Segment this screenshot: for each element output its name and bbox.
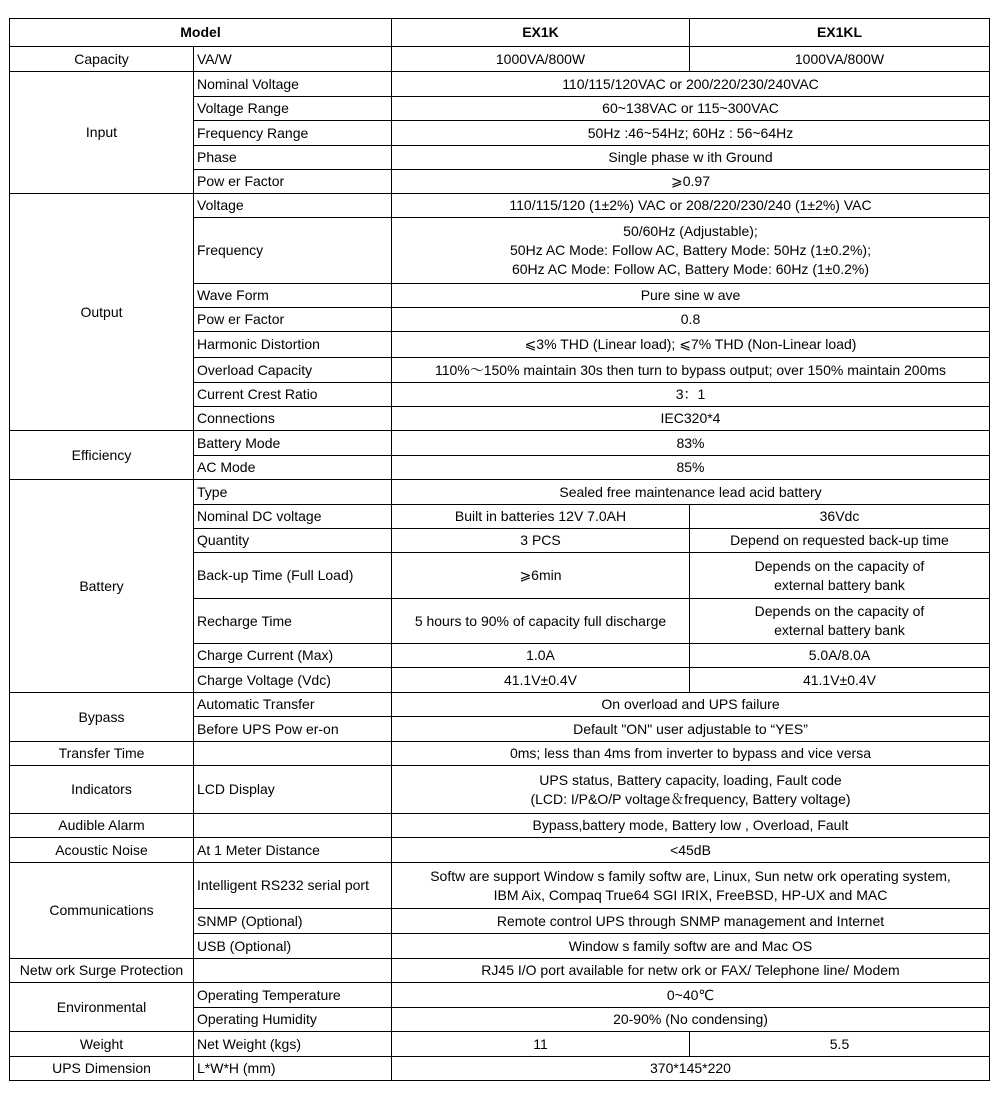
spec-value-ex1kl — [690, 599, 990, 644]
spec-value-ex1k: 3 PCS — [392, 529, 690, 553]
efficiency-section-label: Efficiency — [10, 431, 194, 480]
spec-value-ex1k: ⩾6min — [392, 553, 690, 599]
acoustic-noise-row — [10, 838, 990, 863]
value-line: external battery bank — [774, 622, 905, 638]
spec-value: 110%～150% maintain 30s then turn to bypass output; over 150% maintain 200ms — [392, 358, 990, 383]
acoustic-noise-section-label: Acoustic Noise — [10, 838, 194, 863]
dimension-section-label: UPS Dimension — [10, 1057, 194, 1081]
spec-value: Bypass,battery mode, Battery low , Overload, Fault — [392, 814, 990, 838]
spec-label: At 1 Meter Distance — [194, 838, 392, 863]
spec-label: Intelligent RS232 serial port — [194, 863, 392, 909]
network-surge-row — [10, 959, 990, 983]
spec-label: Recharge Time — [194, 599, 392, 644]
output-section-label: Output — [10, 194, 194, 431]
weight-row — [10, 1032, 990, 1057]
battery-section-label: Battery — [10, 480, 194, 693]
spec-label: Charge Voltage (Vdc) — [194, 668, 392, 693]
spec-label: Charge Current (Max) — [194, 644, 392, 668]
spec-value: ⩾0.97 — [392, 170, 990, 194]
spec-label: Nominal Voltage — [194, 72, 392, 97]
spec-value-multiline — [392, 218, 990, 284]
value-line: Softw are support Window s family softw are, Linux, Sun netw ork operating system, — [430, 867, 951, 884]
spec-value-ex1kl: 5.0A/8.0A — [690, 644, 990, 668]
spec-value: 0ms; less than 4ms from inverter to bypass and vice versa — [392, 742, 990, 766]
spec-label: Automatic Transfer — [194, 693, 392, 717]
weight-section-label: Weight — [10, 1032, 194, 1057]
value-line: UPS status, Battery capacity, loading, Fault code — [539, 771, 842, 788]
spec-value-ex1k: Built in batteries 12V 7.0AH — [392, 505, 690, 529]
spec-label: Battery Mode — [194, 431, 392, 456]
capacity-ex1k: 1000VA/800W — [392, 47, 690, 72]
bypass-row — [10, 693, 990, 717]
input-row — [10, 72, 990, 97]
spec-label: Overload Capacity — [194, 358, 392, 383]
value-line: external battery bank — [774, 576, 905, 593]
bypass-section-label: Bypass — [10, 693, 194, 742]
output-row — [10, 194, 990, 218]
spec-value-ex1k: 41.1V±0.4V — [392, 668, 690, 693]
spec-value-multiline — [392, 863, 990, 909]
spec-value: 0.8 — [392, 308, 990, 332]
capacity-ex1kl: 1000VA/800W — [690, 47, 990, 72]
environmental-row — [10, 983, 990, 1008]
spec-value: 3：1 — [392, 383, 990, 407]
spec-label: Net Weight (kgs) — [194, 1032, 392, 1057]
spec-label: Operating Temperature — [194, 983, 392, 1008]
spec-label: Before UPS Pow er-on — [194, 717, 392, 742]
spec-value-ex1kl — [690, 553, 990, 599]
spec-value: On overload and UPS failure — [392, 693, 990, 717]
value-line: Depends on the capacity of — [754, 557, 925, 574]
spec-value: Sealed free maintenance lead acid battery — [392, 480, 990, 505]
spec-value-ex1kl: 5.5 — [690, 1032, 990, 1057]
spec-value-ex1kl: 36Vdc — [690, 505, 990, 529]
spec-value: 85% — [392, 456, 990, 480]
spec-label: Frequency Range — [194, 121, 392, 146]
spec-value: 20-90% (No condensing) — [392, 1008, 990, 1032]
spec-value: 370*145*220 — [392, 1057, 990, 1081]
capacity-section-label: Capacity — [10, 47, 194, 72]
spec-value: 83% — [392, 431, 990, 456]
ex1kl-header: EX1KL — [690, 19, 990, 47]
spec-value-ex1kl: 41.1V±0.4V — [690, 668, 990, 693]
transfer-time-row — [10, 742, 990, 766]
spec-value-multiline — [392, 766, 990, 814]
value-line: 50Hz AC Mode: Follow AC, Battery Mode: 50Hz (1±0.2%); — [510, 242, 871, 258]
spec-value-ex1k: 11 — [392, 1032, 690, 1057]
spec-value: 110/115/120VAC or 200/220/230/240VAC — [392, 72, 990, 97]
dimension-row — [10, 1057, 990, 1081]
spec-label: Type — [194, 480, 392, 505]
spec-value: Window s family softw are and Mac OS — [392, 934, 990, 959]
spec-label: Nominal DC voltage — [194, 505, 392, 529]
network-surge-section-label: Netw ork Surge Protection — [10, 959, 194, 983]
spec-label: Voltage Range — [194, 97, 392, 121]
environmental-section-label: Environmental — [10, 983, 194, 1032]
value-line: (LCD: I/P&O/P voltage＆frequency, Battery voltage) — [530, 790, 851, 807]
indicators-section-label: Indicators — [10, 766, 194, 814]
model-header: Model — [10, 19, 392, 47]
spec-label — [194, 742, 392, 766]
battery-row — [10, 480, 990, 505]
spec-value-ex1kl: Depend on requested back-up time — [690, 529, 990, 553]
spec-label: Phase — [194, 146, 392, 170]
value-line: 50/60Hz (Adjustable); — [623, 223, 758, 239]
capacity-label: VA/W — [194, 47, 392, 72]
spec-label: Voltage — [194, 194, 392, 218]
spec-label: Connections — [194, 407, 392, 431]
header-row — [10, 19, 990, 47]
spec-label: USB (Optional) — [194, 934, 392, 959]
spec-value-ex1k: 1.0A — [392, 644, 690, 668]
audible-alarm-row — [10, 814, 990, 838]
spec-value: 60~138VAC or 115~300VAC — [392, 97, 990, 121]
spec-label: Operating Humidity — [194, 1008, 392, 1032]
spec-label: L*W*H (mm) — [194, 1057, 392, 1081]
spec-value: Pure sine w ave — [392, 284, 990, 308]
spec-label: Quantity — [194, 529, 392, 553]
spec-value: <45dB — [392, 838, 990, 863]
spec-value: RJ45 I/O port available for netw ork or FAX/ Telephone line/ Modem — [392, 959, 990, 983]
spec-label: Wave Form — [194, 284, 392, 308]
spec-label: Pow er Factor — [194, 308, 392, 332]
efficiency-row — [10, 431, 990, 456]
value-line: 60Hz AC Mode: Follow AC, Battery Mode: 60Hz (1±0.2%) — [511, 261, 870, 277]
input-section-label: Input — [10, 72, 194, 194]
spec-label: Harmonic Distortion — [194, 332, 392, 358]
spec-label — [194, 959, 392, 983]
capacity-row — [10, 47, 990, 72]
indicators-row — [10, 766, 990, 814]
spec-value: 50Hz :46~54Hz; 60Hz : 56~64Hz — [392, 121, 990, 146]
spec-label: Current Crest Ratio — [194, 383, 392, 407]
spec-label — [194, 814, 392, 838]
spec-value-ex1k: 5 hours to 90% of capacity full discharge — [392, 599, 690, 644]
transfer-time-section-label: Transfer Time — [10, 742, 194, 766]
spec-label: LCD Display — [194, 766, 392, 814]
spec-value: Single phase w ith Ground — [392, 146, 990, 170]
spec-label: Back-up Time (Full Load) — [194, 553, 392, 599]
communications-row — [10, 863, 990, 909]
value-line: Depends on the capacity of — [754, 603, 925, 619]
spec-value: ⩽3% THD (Linear load); ⩽7% THD (Non-Linear load) — [392, 332, 990, 358]
spec-label: SNMP (Optional) — [194, 909, 392, 934]
communications-section-label: Communications — [10, 863, 194, 959]
spec-label: Frequency — [194, 218, 392, 284]
spec-value: 110/115/120 (1±2%) VAC or 208/220/230/240 (1±2%) VAC — [392, 194, 990, 218]
spec-label: Pow er Factor — [194, 170, 392, 194]
audible-alarm-section-label: Audible Alarm — [10, 814, 194, 838]
spec-value: IEC320*4 — [392, 407, 990, 431]
ex1k-header: EX1K — [392, 19, 690, 47]
spec-label: AC Mode — [194, 456, 392, 480]
spec-value: Remote control UPS through SNMP management and Internet — [392, 909, 990, 934]
spec-table — [9, 18, 990, 1081]
spec-value: Default "ON" user adjustable to “YES” — [392, 717, 990, 742]
value-line: IBM Aix, Compaq True64 SGI IRIX, FreeBSD, HP-UX and MAC — [493, 886, 888, 903]
spec-value: 0~40℃ — [392, 983, 990, 1008]
